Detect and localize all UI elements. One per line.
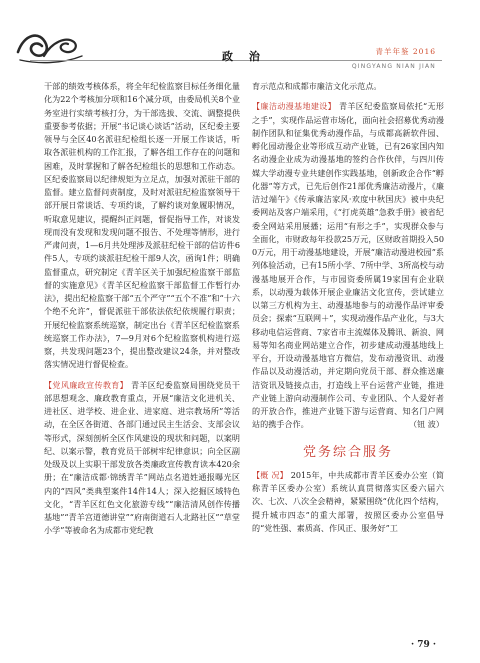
left-column xyxy=(44,80,240,538)
section-title: 政 治 xyxy=(222,50,266,63)
paragraph-cadre-supervision: 干部的绩效考核体系，将全年纪检监察目标任务细化量化为22个考核加分项和16个减分项，由委局机关8个业务室进行实绩考核打分，为干部选拔、交流、调整提供重要参考依据；开展“书记谈心谈话”活动，区纪委主要领导与全区40名派驻纪检组长逐一开展工作谈话，听取各派驻机构的工作汇报，了解各组工作存在的问题和困难，及时掌握和了解各纪检组长的思想和工作动态。区纪委监察局以纪律规矩为立足点，加强对派驻干部的监督。建立监督问责制度，及时对派驻纪检监察领导干部开展日常谈话、专项约谈，了解约谈对象履职情况，听取意见建议，提醒纠正问题，督促指导工作，对谈发现而没有发现和发现问题不报告、不处理等情形，进行严肃问责，1—6月共处理涉及派驻纪检干部的信访件6件5人，专项约谈派驻纪检干部9人次，函询1件；明确监督重点，研究制定《青羊区关于加强纪检监察干部监督的实施意见》《青羊区纪检监察干部监督工作暂行办法》，提出纪检监察干部“五个严守”“五个不准”和“十六个绝不允许”，督促派驻干部依法依纪依规履行职责；开展纪检监察系统巡察，制定出台《青羊区纪检监察系统巡察工作办法》，7—9月对6个纪检监察机构进行巡察，共发现问题23个，提出整改建议24条，并对整改落实情况进行督促检查。 xyxy=(44,81,240,370)
paragraph-animation-base: 【廉洁动漫基地建设】 青羊区纪委监察局依托“无形之手”，实现作品运营市场化，面向社会招募优秀动漫制作团队和征集优秀动漫作品，与成都高新软件园、孵化园动漫企业等形成互动产业链，已有26家国内知名动漫企业成为动漫基地的签约合作伙伴，与四川传媒大学动漫专业共建创作实践基地，创新政企合作“孵化器”等方式，已先后创作21部优秀廉洁动漫片，《廉洁过端午》《传承廉洁家风·欢度中秋国庆》被中央纪委网站及客户端采用，《“打虎英雄”急救手册》被省纪委全网站采用展播；运用“有形之手”，实现群众参与全面化，市财政每年投款25万元，区财政首期投入500万元，用于动漫基地建设，开展“廉洁动漫进校园”系列体验活动，已有15所小学、7所中学、3所高校与动漫基地展开合作，与市园资委所属19家国有企业联系，以动漫为载体开展企业廉洁文化宣传，尝试建立以第三方机构为主、动漫基地参与的动漫作品评审委员会；探索“互联网＋”，实现动漫作品产业化，与3大移动电信运营商、7家省市主流媒体及腾讯、新浪、网易等知名商业网站建立合作，初步建成动漫基地线上平台，开设动漫基地官方微信，发布动漫资讯、动漫作品以及动漫活动，并定期向党员干部、群众推送廉洁资讯及链接点击，打造线上平台运营产业链，推进产业链上游向动漫制作公司、专业团队、个人爱好者的开放合作，推进产业链下游与运营商、知名门户网站的携手合作。 （钮 波） xyxy=(252,100,444,431)
paragraph-continuation: 育示范点和成都市廉洁文化示范点。 xyxy=(252,81,382,91)
author-signature: （钮 波） xyxy=(409,419,444,430)
entry-heading: 【廉洁动漫基地建设】 xyxy=(252,101,337,112)
entry-heading: 【党风廉政宣传教育】 xyxy=(44,379,129,390)
entry-heading: 【概 况】 xyxy=(252,469,288,480)
paragraph-overview: 【概 况】 2015年，中共成都市青羊区委办公室（简称青羊区委办公室）系统认真贯彻落实区委六届六次、七次、八次全会精神，紧紧围绕“优化四个结构，提升城市四态”的重大部署，按照区委办公室倡导的“党性强、素质高、作风正、服务好”工 xyxy=(252,469,445,533)
page-header xyxy=(0,0,480,72)
yearbook-title: 青羊年鉴 2016 xyxy=(375,47,436,56)
chapter-title: 党务综合服务 xyxy=(302,444,393,460)
paragraph-integrity-education: 【党风廉政宣传教育】 青羊区纪委监察局围绕党员干部思想观念、廉政教育重点，开展“廉洁文化进机关、进社区、进学校、进企业、进家庭、进宗教场所”等活动，在全区各街道、各部门通过民主生活会、支部会议等形式，深刻剖析全区作风建设的现状和问题，以案明纪、以案示警，教育党员干部树牢纪律意识；向全区副处级及以上实职干部发放各类廉政宣传教育读本420余册；在“廉洁成都·锦绣青羊”网站点名道姓通报曝光区内的“四风”类典型案件14件14人；深入挖掘区域特色文化，“青羊区红色文化旅游专线”“廉洁清风创作传播基地”“青羊宫道德讲堂”“府南街道石人北路社区”“草堂小学”等被命名为成都市党纪教 xyxy=(44,379,240,536)
yearbook-pinyin: QINGYANG NIAN JIAN xyxy=(351,63,436,70)
right-column xyxy=(252,80,444,535)
page-number: · 79 · xyxy=(410,640,436,650)
